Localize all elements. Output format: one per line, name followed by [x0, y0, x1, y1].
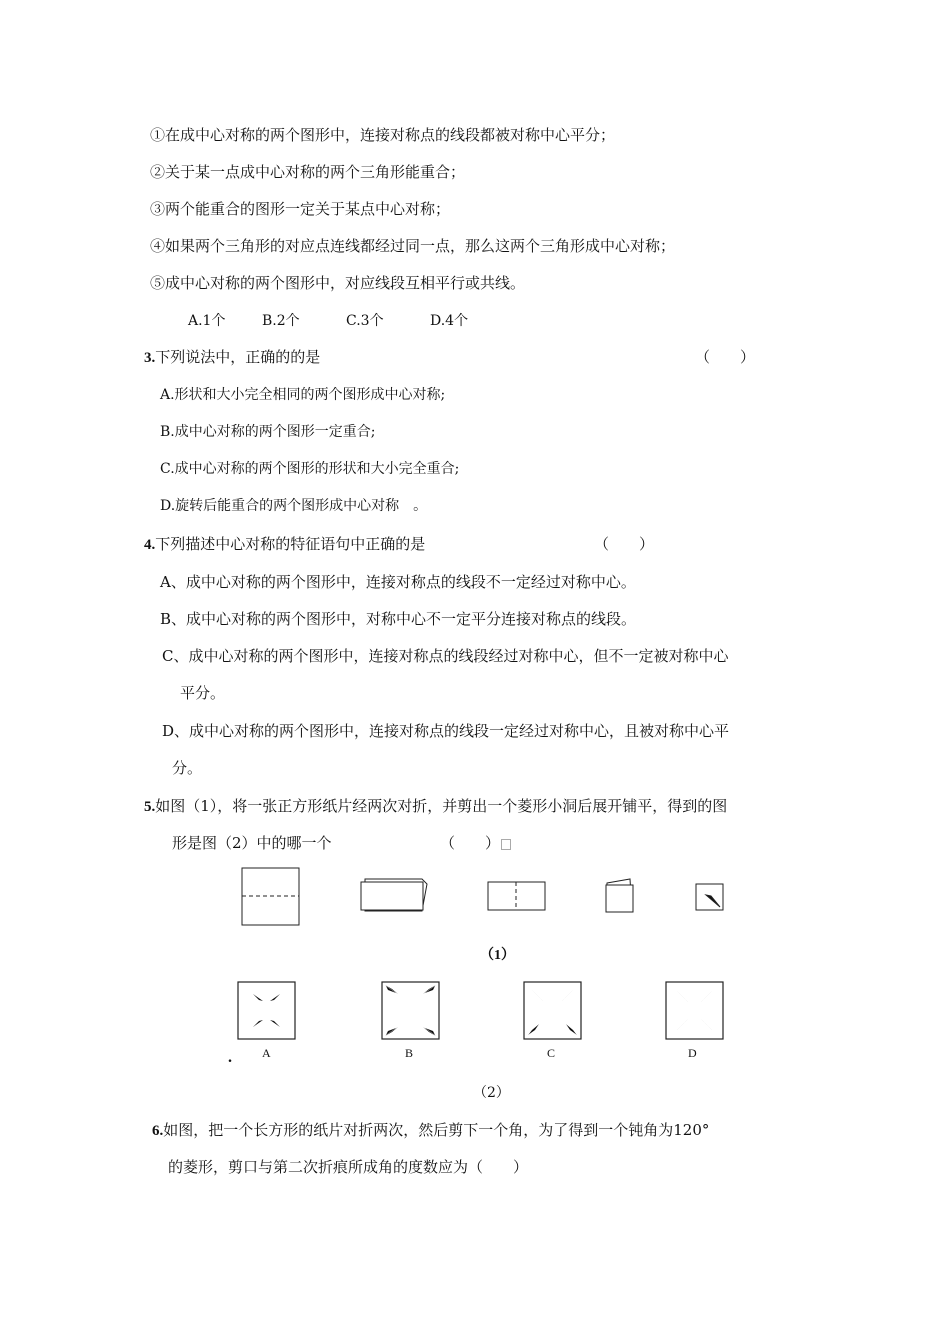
question-4-option-a: A、成中心对称的两个图形中，连接对称点的线段不一定经过对称中心。 — [160, 573, 636, 591]
question-4-option-c: C、成中心对称的两个图形中，连接对称点的线段经过对称中心，但不一定被对称中心 — [162, 647, 729, 665]
question-6-number: 6. — [152, 1123, 164, 1139]
figure-2-choices — [236, 980, 726, 1042]
figure-1-folding-steps — [240, 866, 730, 928]
stray-dot: . — [228, 1049, 232, 1066]
question-4-number: 4. — [144, 537, 156, 553]
question-4-option-d-cont: 分。 — [172, 759, 203, 777]
statement-4: ④如果两个三角形的对应点连线都经过同一点，那么这两个三角形成中心对称； — [150, 237, 676, 255]
question-5-answer-paren: （ ） — [440, 834, 501, 852]
question-3-answer-paren: （ ） — [695, 348, 756, 366]
question-4-option-d: D、成中心对称的两个图形中，连接对称点的线段一定经过对称中心，且被对称中心平 — [162, 722, 730, 740]
question-3-option-c: C.成中心对称的两个图形的形状和大小完全重合; — [160, 461, 460, 477]
choice-a-label: A — [262, 1046, 271, 1060]
choice-d-square — [666, 982, 723, 1039]
question-5-stem — [144, 796, 727, 817]
question-3-number: 3. — [144, 350, 156, 366]
question-4-text: 下列描述中心对称的特征语句中正确的是 — [155, 535, 426, 553]
question-3-option-a: A.形状和大小完全相同的两个图形成中心对称; — [160, 387, 446, 403]
question-3-option-b: B.成中心对称的两个图形一定重合; — [160, 424, 376, 440]
question-4-option-b: B、成中心对称的两个图形中，对称中心不一定平分连接对称点的线段。 — [160, 610, 637, 628]
choice-d-label: D — [688, 1046, 697, 1060]
q2-option-b: B.2个 — [262, 313, 300, 329]
figure-2-caption: （2） — [473, 1085, 510, 1101]
figure-1-caption: （1） — [480, 948, 515, 963]
question-4-answer-paren: （ ） — [594, 535, 655, 553]
placeholder-box-icon — [501, 839, 511, 850]
question-3-text: 下列说法中，正确的的是 — [155, 348, 321, 366]
q2-option-d: D.4个 — [430, 313, 469, 329]
q2-option-a: A.1个 — [188, 313, 226, 329]
question-5-number: 5. — [144, 799, 156, 815]
question-3-option-d: D.旋转后能重合的两个图形成中心对称 。 — [160, 498, 428, 514]
question-6-line1 — [152, 1120, 709, 1141]
question-6-text-line2: 的菱形，剪口与第二次折痕所成角的度数应为（ ） — [168, 1158, 529, 1176]
statement-3: ③两个能重合的图形一定关于某点中心对称； — [150, 200, 451, 218]
question-6-text-line1: 如图，把一个长方形的纸片对折两次，然后剪下一个角，为了得到一个钝角为120° — [163, 1121, 710, 1139]
question-3-stem — [144, 347, 320, 368]
q2-option-c: C.3个 — [346, 313, 384, 329]
question-5-text-line2: 形是图（2）中的哪一个 — [172, 834, 332, 852]
statement-2: ②关于某一点成中心对称的两个三角形能重合； — [150, 163, 466, 181]
question-5-text-line1: 如图（1），将一张正方形纸片经两次对折，并剪出一个菱形小洞后展开铺平，得到的图 — [155, 797, 728, 815]
choice-b-label: B — [405, 1046, 414, 1060]
fold-step-rectangle — [361, 882, 423, 910]
question-4-option-c-cont: 平分。 — [180, 684, 226, 702]
statement-5: ⑤成中心对称的两个图形中，对应线段互相平行或共线。 — [150, 274, 526, 292]
fold-step-small-square — [606, 885, 633, 912]
statement-1: ①在成中心对称的两个图形中，连接对称点的线段都被对称中心平分； — [150, 126, 616, 144]
choice-a-square — [238, 982, 295, 1039]
choice-c-label: C — [547, 1046, 556, 1060]
question-4-stem — [144, 534, 425, 555]
